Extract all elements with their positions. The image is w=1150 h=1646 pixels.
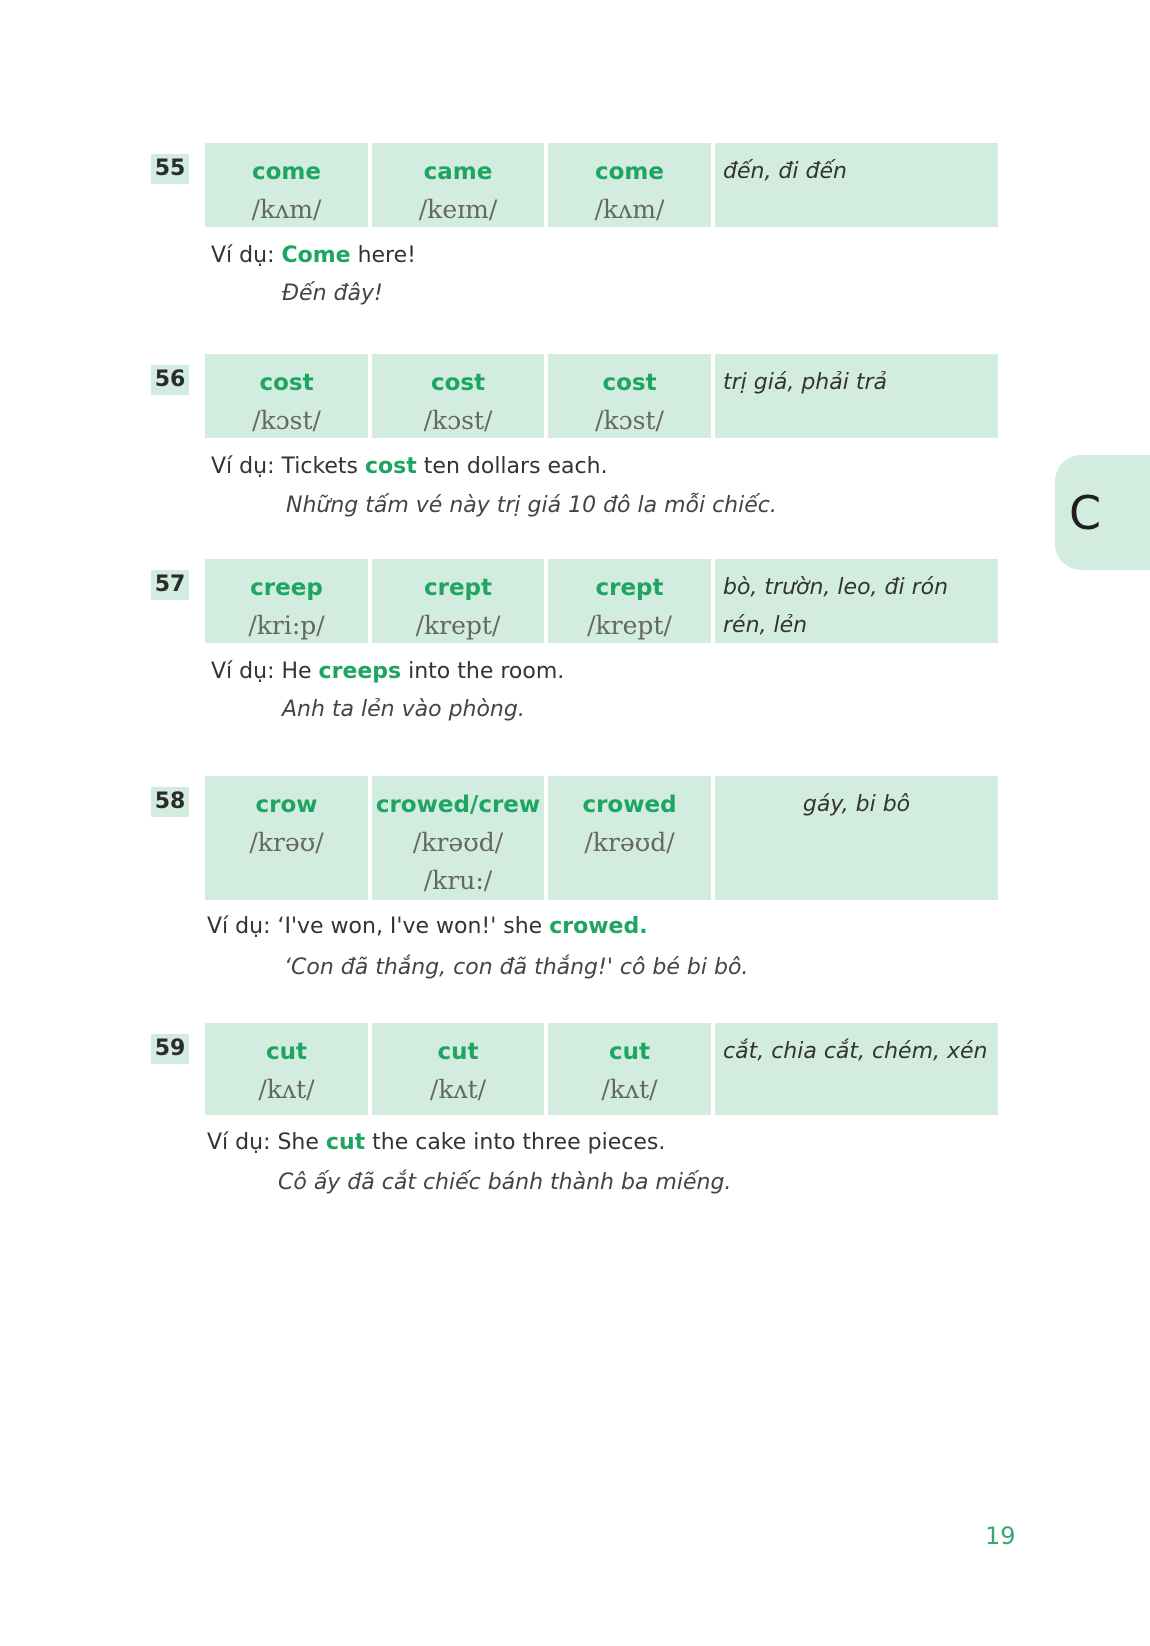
example-before: ‘I've won, I've won!' she	[277, 914, 550, 939]
base-form: creep	[250, 575, 323, 601]
example-after: the cake into three pieces.	[365, 1130, 666, 1155]
participle-form: cost	[602, 370, 657, 396]
example-sentence	[207, 1128, 665, 1158]
alphabet-side-tab	[1055, 455, 1150, 570]
meaning: trị giá, phải trả	[723, 370, 887, 395]
participle-form-cell	[548, 354, 711, 438]
meaning-line-1: bò, trườn, leo, đi rón	[723, 575, 949, 600]
past-form-cell	[372, 776, 544, 900]
verb-forms-row	[205, 354, 998, 438]
past-form: came	[423, 159, 493, 185]
meaning-cell	[715, 354, 998, 438]
meaning: gáy, bi bô	[802, 792, 911, 817]
example-keyword: cut	[325, 1130, 366, 1155]
example-after: here!	[350, 243, 416, 268]
example-translation: Đến đây!	[282, 281, 383, 306]
past-ipa-alt: /kru:/	[423, 866, 493, 895]
example-prefix: Ví dụ:	[207, 1130, 278, 1155]
base-ipa: /kɔst/	[252, 406, 321, 435]
participle-form-cell	[548, 559, 711, 643]
verb-forms-row	[205, 559, 998, 643]
participle-form: crowed	[582, 792, 677, 818]
meaning: cắt, chia cắt, chém, xén	[723, 1039, 988, 1064]
base-form-cell	[205, 559, 368, 643]
base-form: come	[252, 159, 321, 185]
past-ipa: /keɪm/	[418, 195, 498, 224]
example-keyword: cost	[365, 454, 417, 479]
example-sentence	[211, 657, 564, 687]
past-form: cut	[437, 1039, 479, 1065]
past-ipa: /kɔst/	[423, 406, 493, 435]
example-translation: Anh ta lẻn vào phòng.	[282, 697, 525, 722]
base-form-cell	[205, 1023, 368, 1115]
example-after: into the room.	[401, 659, 565, 684]
base-form: crow	[255, 792, 318, 818]
example-translation: Cô ấy đã cắt chiếc bánh thành ba miếng.	[278, 1170, 732, 1195]
past-ipa: /krəʊd/	[412, 828, 504, 857]
meaning-cell	[715, 776, 998, 900]
participle-form: come	[595, 159, 664, 185]
example-prefix: Ví dụ:	[207, 914, 278, 939]
participle-form-cell	[548, 1023, 711, 1115]
participle-ipa: /kʌt/	[601, 1075, 658, 1104]
past-form-cell	[372, 559, 544, 643]
past-form-cell	[372, 143, 544, 227]
base-form-cell	[205, 354, 368, 438]
example-sentence	[207, 912, 648, 942]
participle-ipa: /krept/	[587, 611, 672, 640]
example-prefix: Ví dụ:	[211, 659, 282, 684]
meaning: đến, đi đến	[723, 159, 847, 184]
page-number: 19	[985, 1522, 1016, 1550]
example-keyword: crowed.	[549, 914, 648, 939]
participle-ipa: /krəʊd/	[584, 828, 675, 857]
example-before: Tickets	[281, 454, 366, 479]
example-keyword: creeps	[318, 659, 402, 684]
entry-number: 59	[151, 1034, 189, 1064]
past-ipa: /krept/	[415, 611, 501, 640]
participle-form: cut	[608, 1039, 650, 1065]
meaning-cell	[715, 1023, 998, 1115]
verb-forms-row	[205, 1023, 998, 1115]
past-form: crept	[423, 575, 493, 601]
base-form-cell	[205, 776, 368, 900]
example-prefix: Ví dụ:	[211, 454, 282, 479]
participle-ipa: /kɔst/	[595, 406, 664, 435]
base-form: cost	[259, 370, 314, 396]
participle-ipa: /kʌm/	[594, 195, 665, 224]
meaning-line-2: rén, lẻn	[723, 613, 808, 638]
base-ipa: /kʌt/	[258, 1075, 315, 1104]
verb-forms-row	[205, 143, 998, 227]
past-ipa: /kʌt/	[429, 1075, 487, 1104]
past-form-cell	[372, 354, 544, 438]
entry-number: 56	[151, 365, 189, 395]
example-translation: ‘Con đã thắng, con đã thắng!' cô bé bi bô.	[284, 955, 749, 980]
meaning-cell	[715, 559, 998, 643]
verb-forms-row	[205, 776, 998, 900]
side-tab-letter: C	[1069, 485, 1102, 540]
example-before: She	[277, 1130, 326, 1155]
base-form: cut	[265, 1039, 307, 1065]
example-prefix: Ví dụ:	[211, 243, 282, 268]
past-form: cost	[430, 370, 486, 396]
example-keyword: Come	[281, 243, 351, 268]
base-ipa: /krəʊ/	[249, 828, 324, 857]
example-translation: Những tấm vé này trị giá 10 đô la mỗi chiếc.	[286, 493, 777, 518]
example-sentence	[211, 241, 416, 271]
base-form-cell	[205, 143, 368, 227]
participle-form: crept	[595, 575, 664, 601]
entry-number: 55	[151, 154, 189, 184]
past-form: crowed/crew	[375, 792, 541, 818]
example-sentence	[211, 452, 608, 482]
entry-number: 58	[151, 787, 189, 817]
base-ipa: /kʌm/	[251, 195, 322, 224]
meaning-cell	[715, 143, 998, 227]
example-after: ten dollars each.	[416, 454, 608, 479]
participle-form-cell	[548, 776, 711, 900]
example-before: He	[281, 659, 319, 684]
entry-number: 57	[151, 570, 189, 600]
past-form-cell	[372, 1023, 544, 1115]
participle-form-cell	[548, 143, 711, 227]
base-ipa: /kri:p/	[248, 611, 325, 640]
